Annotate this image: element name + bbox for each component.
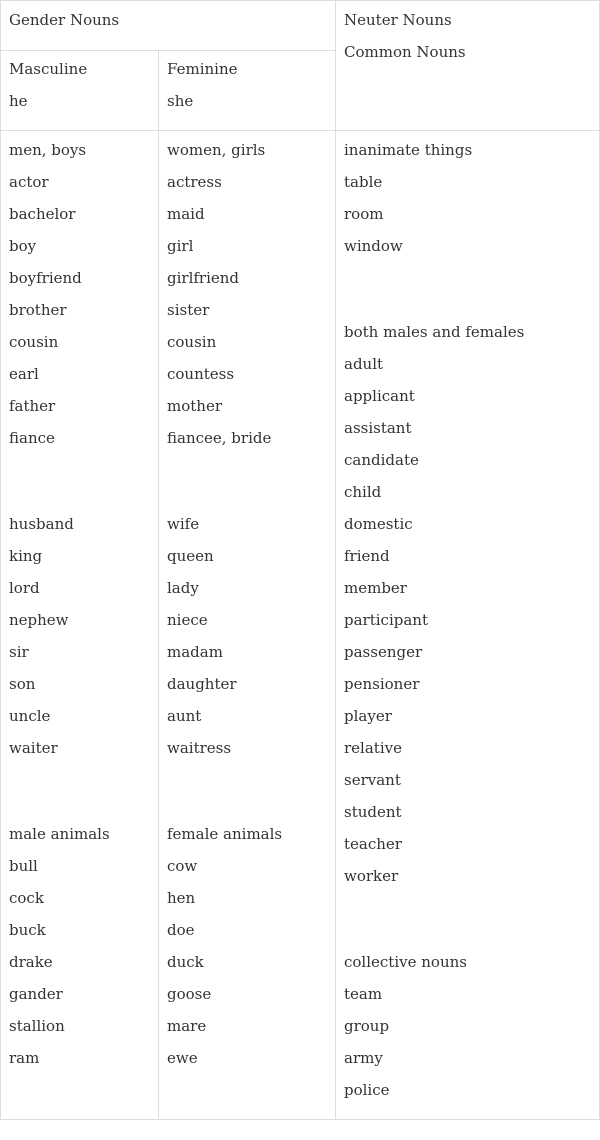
feminine-noun: countess: [167, 365, 235, 383]
masculine-noun: ram: [9, 1049, 40, 1067]
masculine-noun: cousin: [9, 333, 59, 351]
feminine-noun: women, girls: [167, 141, 266, 159]
common-noun: worker: [344, 867, 399, 885]
feminine-title: Feminine: [167, 60, 238, 78]
common-noun: adult: [344, 355, 384, 373]
masculine-noun: husband: [9, 515, 74, 533]
feminine-noun: maid: [167, 205, 205, 223]
both-genders-heading: both males and females: [344, 323, 525, 341]
masculine-column: [1, 134, 158, 1074]
spacer: [344, 294, 599, 316]
feminine-noun: madam: [167, 643, 223, 661]
feminine-noun: aunt: [167, 707, 202, 725]
spacer: [167, 796, 335, 818]
masculine-noun: boy: [9, 237, 37, 255]
spacer: [344, 924, 599, 946]
spacer: [9, 764, 158, 796]
feminine-noun: niece: [167, 611, 208, 629]
common-noun: passenger: [344, 643, 423, 661]
collective-noun: army: [344, 1049, 383, 1067]
feminine-noun: doe: [167, 921, 195, 939]
feminine-column: [159, 134, 335, 1074]
feminine-noun: cow: [167, 857, 198, 875]
masculine-animals-heading: male animals: [9, 825, 110, 843]
feminine-noun: sister: [167, 301, 210, 319]
masculine-noun: lord: [9, 579, 40, 597]
spacer: [9, 454, 158, 486]
feminine-noun: queen: [167, 547, 214, 565]
feminine-noun: goose: [167, 985, 212, 1003]
masculine-noun: gander: [9, 985, 63, 1003]
spacer: [9, 486, 158, 508]
masculine-noun: cock: [9, 889, 44, 907]
neuter-noun: room: [344, 205, 384, 223]
masculine-header: [1, 53, 158, 117]
feminine-noun: mother: [167, 397, 222, 415]
feminine-header: [159, 53, 335, 117]
masculine-noun: brother: [9, 301, 67, 319]
spacer: [167, 486, 335, 508]
masculine-noun: nephew: [9, 611, 69, 629]
spacer: [9, 796, 158, 818]
header-divider-bottom: [1, 130, 599, 131]
spacer: [167, 454, 335, 486]
common-noun: pensioner: [344, 675, 420, 693]
feminine-noun: actress: [167, 173, 222, 191]
feminine-noun: waitress: [167, 739, 232, 757]
masculine-noun: boyfriend: [9, 269, 82, 287]
common-noun: child: [344, 483, 382, 501]
masculine-noun: fiance: [9, 429, 55, 447]
masculine-noun: drake: [9, 953, 53, 971]
common-noun: candidate: [344, 451, 419, 469]
common-noun: assistant: [344, 419, 412, 437]
masculine-pronoun: he: [9, 92, 28, 110]
common-noun: domestic: [344, 515, 413, 533]
feminine-noun: girlfriend: [167, 269, 240, 287]
feminine-noun: lady: [167, 579, 199, 597]
header-divider-top: [1, 50, 335, 51]
masculine-noun: actor: [9, 173, 49, 191]
masculine-noun: men, boys: [9, 141, 87, 159]
collective-noun: group: [344, 1017, 390, 1035]
feminine-noun: mare: [167, 1017, 207, 1035]
common-noun: relative: [344, 739, 402, 757]
feminine-noun: duck: [167, 953, 204, 971]
neuter-nouns-title: Neuter Nouns: [344, 11, 452, 29]
masculine-noun: king: [9, 547, 43, 565]
collective-noun: team: [344, 985, 383, 1003]
feminine-noun: cousin: [167, 333, 217, 351]
common-noun: player: [344, 707, 392, 725]
common-noun: applicant: [344, 387, 415, 405]
masculine-noun: bachelor: [9, 205, 76, 223]
masculine-noun: waiter: [9, 739, 58, 757]
common-noun: friend: [344, 547, 390, 565]
common-noun: participant: [344, 611, 428, 629]
masculine-noun: sir: [9, 643, 29, 661]
common-noun: student: [344, 803, 402, 821]
masculine-noun: bull: [9, 857, 38, 875]
feminine-pronoun: she: [167, 92, 194, 110]
common-noun: servant: [344, 771, 401, 789]
spacer: [344, 262, 599, 294]
spacer: [167, 764, 335, 796]
feminine-noun: hen: [167, 889, 196, 907]
feminine-noun: girl: [167, 237, 194, 255]
feminine-noun: ewe: [167, 1049, 198, 1067]
common-noun: teacher: [344, 835, 402, 853]
gender-nouns-title: Gender Nouns: [9, 11, 120, 29]
masculine-noun: father: [9, 397, 56, 415]
spacer: [344, 892, 599, 924]
collective-nouns-heading: collective nouns: [344, 953, 467, 971]
neuter-noun: table: [344, 173, 383, 191]
masculine-noun: uncle: [9, 707, 51, 725]
masculine-title: Masculine: [9, 60, 88, 78]
collective-noun: police: [344, 1081, 390, 1099]
masculine-noun: son: [9, 675, 36, 693]
neuter-column: [336, 134, 599, 1106]
common-noun: member: [344, 579, 407, 597]
masculine-noun: earl: [9, 365, 39, 383]
inanimate-things-heading: inanimate things: [344, 141, 473, 159]
masculine-noun: buck: [9, 921, 46, 939]
gender-nouns-header: [1, 4, 335, 36]
neuter-noun: window: [344, 237, 403, 255]
common-nouns-title: Common Nouns: [344, 43, 466, 61]
feminine-noun: fiancee, bride: [167, 429, 272, 447]
masculine-noun: stallion: [9, 1017, 65, 1035]
feminine-noun: wife: [167, 515, 200, 533]
neuter-nouns-header: [336, 4, 599, 68]
feminine-noun: daughter: [167, 675, 237, 693]
feminine-animals-heading: female animals: [167, 825, 283, 843]
